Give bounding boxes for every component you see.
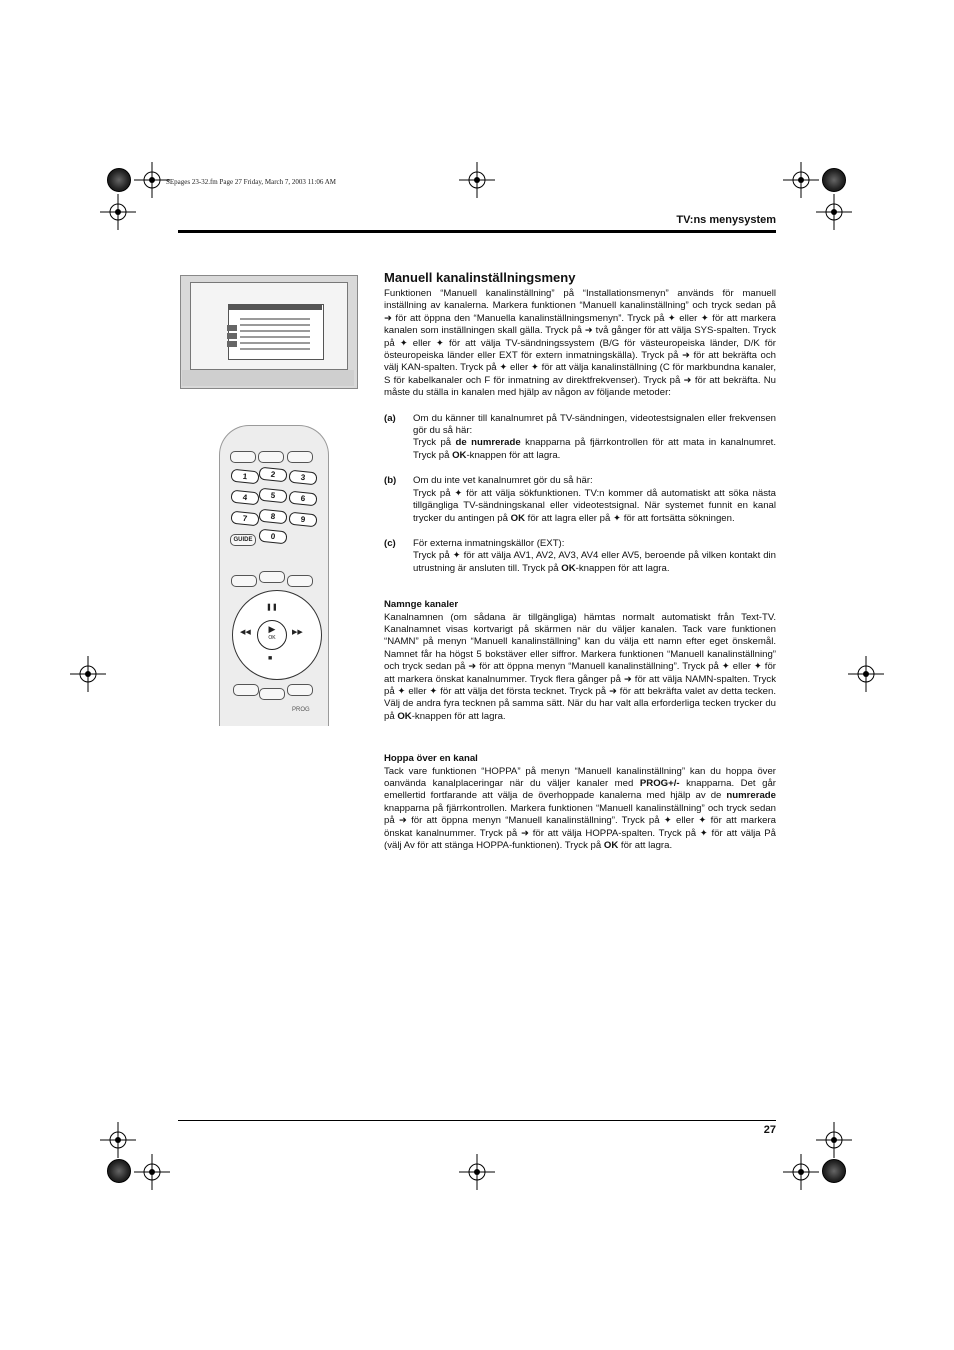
crosshair-mark-icon [848,656,884,692]
crosshair-mark-icon [70,656,106,692]
stop-icon: ■ [268,655,273,662]
remote-number-key: 6 [288,491,317,507]
section-namnge [384,599,776,723]
tv-menu-row [240,336,310,338]
crosshair-mark-icon [816,194,852,230]
crosshair-mark-icon [100,1122,136,1158]
remote-number-key: 2 [258,467,287,483]
header-rule [178,230,776,233]
method-text [413,475,776,525]
remote-top-key [230,451,256,463]
remote-number-key: 7 [230,511,259,527]
method-intro-line: Om du känner till kanalnumret på TV-sändningen, videotestsignalen eller frekvensen gör du så här: [413,412,776,437]
section-paragraph: Kanalnamnen (om sådana är tillgängliga) hämtas normalt automatiskt från Text-TV. Kanalnamnet visas kortvarigt på skärmen när du väljer kanalen. Tack vare funktionen “NAMN” på menyn “Manuell kanalinställning” kan du välja ett namn efter eget önskemål. Namnet får ha högst 5 bokstäver eller siffror. Markera funktionen “Manuell kanalinställning” och tryck sedan på ➜ för att öppna menyn “Manuell kanalinställning”. Tryck på ✦ eller ✦ för att markera önskat kanalnummer. Tryck flera gånger på ➜ för att välja NAMN-spalten. Tryck på ✦ eller ✦ för att välja det första tecknet. Tryck på ➜ för att bekräfta valet av detta tecken. Välj de andra fyra tecknen på samma sätt. När du har valt alla erforderliga tecken trycker du på OK-knappen för att lagra. [384,611,776,722]
tv-menu-row [240,348,310,350]
section-header: TV:ns menysystem [676,214,776,226]
remote-key [233,684,259,696]
method-intro-line: För externa inmatningskällor (EXT): [413,537,565,549]
method-label: (a) [384,412,396,424]
method-label: (c) [384,537,396,549]
tv-onscreen-menu [228,304,324,360]
tv-menu-row [240,330,310,332]
remote-key [259,571,285,583]
tv-menu-row [240,342,310,344]
crosshair-mark-icon [783,1154,819,1190]
section-paragraph: Tack vare funktionen “HOPPA” på menyn “Manuell kanalinställning” kan du hoppa över oanvända kanalplaceringar när du väljer kanaler med PROG+/- knapparna. Det går emellertid fortfarande att välja de överhoppade kanalerna med hjälp av de numrerade knapparna på fjärrkontrollen. Markera funktionen “Manuell kanalinställning” och tryck sedan på ➜ för att öppna menyn “Manuell kanalinställning”. Tryck på ✦ eller ✦ för att markera önskat kanalnummer. Tryck på ➜ för att välja HOPPA-spalten. Tryck på ✦ för att välja På (välj Av för att stänga HOPPA-funktionen). Tryck på OK för att lagra. [384,765,776,852]
method-intro-line: Om du inte vet kanalnumret gör du så här: [413,475,593,487]
crosshair-mark-icon [459,1154,495,1190]
pause-icon: ❚❚ [266,604,278,611]
intro-paragraph: Funktionen “Manuell kanalinställning” på “Installationsmenyn” används för manuell inställning av kanalerna. Markera funktionen “Manuell kanalinställning” och tryck sedan på ➜ för att öppna den “Manuella kanalinställningsmenyn”. Tryck på ✦ eller ✦ för att markera kanalen som inställningen skall gälla. Tryck på ➜ två gånger för att välja SYS-spalten. Tryck på ✦ eller ✦ för att välja TV-sändningssystem (B/G för västeuropeiska länder, D/K för östeuropeiska länder eller EXT för extern inmatningskälla). Tryck på ➜ för att bekräfta och välj KAN-spalten. Tryck på ✦ eller ✦ för att välja kanalinställning (C för markbundna kanaler, S för kabelkanaler och F för inmatning av direktfrekvenser). Tryck på ➜ för att bekräfta. Nu måste du ställa in kanalen med hjälp av någon av följande metoder: [384,288,776,399]
method-label: (b) [384,475,397,487]
remote-number-key: 1 [230,469,259,485]
method-text [413,538,776,575]
remote-top-key [258,451,284,463]
play-icon: ▶ [268,624,276,634]
registration-disc-icon [107,168,131,192]
method-a [384,413,776,463]
remote-number-key: 0 [258,529,287,545]
remote-ok-button [257,620,287,650]
crosshair-mark-icon [816,1122,852,1158]
remote-number-key: 8 [258,509,287,525]
registration-disc-icon [822,168,846,192]
section-title: Hoppa över en kanal [384,753,478,765]
remote-guide-key: GUIDE [230,534,256,546]
method-instruction: Tryck på de numrerade knapparna på fjärrkontrollen för att mata in kanalnumret. Tryck på OK-knappen för att lagra. [413,437,777,461]
tv-menu-row [240,318,310,320]
crosshair-mark-icon [459,162,495,198]
crosshair-mark-icon [134,1154,170,1190]
main-content [384,270,776,852]
section-hoppa [384,753,776,852]
remote-key [231,575,257,587]
method-c [384,538,776,575]
tv-menu-side-icon [227,333,237,339]
page-number: 27 [763,1124,776,1136]
remote-number-key: 5 [258,488,287,504]
tv-menu-row [240,324,310,326]
registration-disc-icon [822,1159,846,1183]
method-instruction: Tryck på ✦ för att välja AV1, AV2, AV3, AV4 eller AV5, beroende på vilken kontakt din utrustning är ansluten till. Tryck på OK-knappen för att lagra. [413,550,776,574]
remote-key [287,575,313,587]
tv-lower-panel [182,370,354,386]
ok-label: OK [268,635,276,641]
method-text [413,413,776,463]
footer-rule [178,1120,776,1121]
crosshair-mark-icon [134,162,170,198]
remote-prog-label: PROG [292,707,310,713]
tv-menu-titlebar [228,304,322,310]
tv-menu-side-icon [227,325,237,331]
section-title: Namnge kanaler [384,599,459,611]
registration-disc-icon [107,1159,131,1183]
remote-key [259,688,285,700]
fast-forward-icon: ▶▶ [292,629,303,636]
remote-key [287,684,313,696]
crosshair-mark-icon [783,162,819,198]
remote-top-key [287,451,313,463]
tv-menu-side-icon [227,341,237,347]
crosshair-mark-icon [100,194,136,230]
remote-number-key: 4 [230,490,259,506]
method-b [384,475,776,525]
remote-number-key: 9 [288,512,317,528]
file-slug: SEpages 23-32.fm Page 27 Friday, March 7, 2003 11:06 AM [166,178,336,186]
method-instruction: Tryck på ✦ för att välja sökfunktionen. TV:n kommer då automatiskt att söka nästa tillgängliga TV-sändningskanal eller videotestsignal. När systemet funnit en kanal trycker du antingen på OK för att lagra eller på ✦ för att fortsätta sökningen. [413,487,776,524]
rewind-icon: ◀◀ [240,629,251,636]
page-heading: Manuell kanalinställningsmeny [384,270,576,285]
remote-number-key: 3 [288,470,317,486]
